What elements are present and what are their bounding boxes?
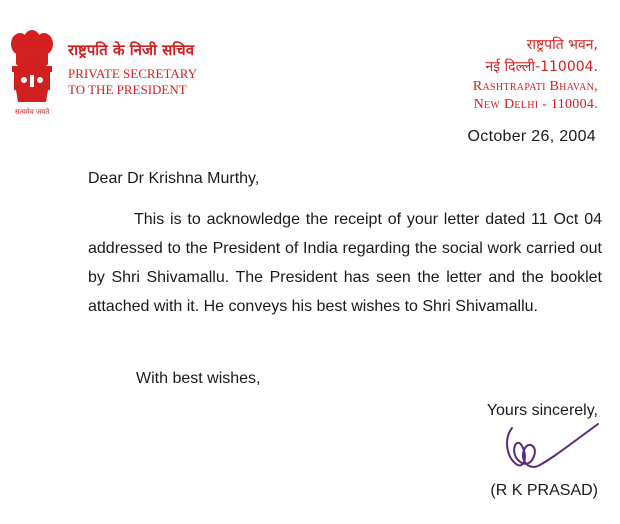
address-english-line-1: Rashtrapati Bhavan, bbox=[472, 79, 598, 94]
letter-body bbox=[88, 205, 602, 321]
salutation: Dear Dr Krishna Murthy, bbox=[88, 170, 260, 187]
letter-body-text: This is to acknowledge the receipt of your letter dated 11 Oct 04 addressed to the President of India regarding the social work carried out by Shri Shivamallu. The President has seen the letter and the booklet attached with it. He conveys his best wishes to Shri Shivamallu. bbox=[88, 211, 602, 315]
office-title-line-2: TO THE PRESIDENT bbox=[68, 82, 187, 97]
office-title-english bbox=[68, 66, 197, 98]
valediction: Yours sincerely, bbox=[486, 402, 598, 419]
office-title-line-1: PRIVATE SECRETARY bbox=[68, 66, 198, 81]
address-hindi-line-1: राष्ट्रपति भवन, bbox=[526, 37, 598, 53]
handwritten-signature bbox=[498, 416, 608, 474]
letter-date: October 26, 2004 bbox=[467, 128, 596, 145]
emblem-motto: सत्यमेव जयते bbox=[14, 108, 50, 116]
signatory-name: (R K PRASAD) bbox=[490, 482, 598, 499]
address-block bbox=[473, 34, 598, 114]
closing-line: With best wishes, bbox=[136, 370, 261, 387]
address-english-line-2: New Delhi - 110004. bbox=[473, 97, 598, 112]
state-emblem-icon bbox=[6, 30, 58, 120]
office-title-hindi: राष्ट्रपति के निजी सचिव bbox=[68, 41, 195, 59]
address-hindi-line-2: नई दिल्ली-110004. bbox=[485, 59, 598, 75]
